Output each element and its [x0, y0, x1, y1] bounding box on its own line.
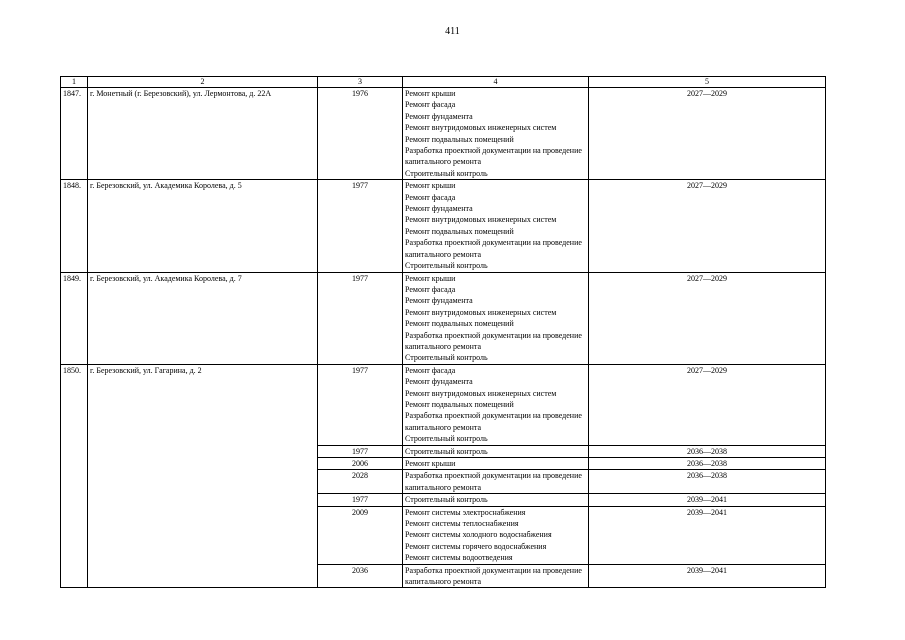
works-list — [405, 180, 586, 271]
works-list — [405, 458, 586, 469]
period-cell: 2027—2029 — [589, 180, 826, 272]
period-cell: 2027—2029 — [589, 364, 826, 445]
work-item: Ремонт подвальных помещений — [405, 134, 514, 144]
column-header: 1 — [61, 77, 88, 88]
column-header: 5 — [589, 77, 826, 88]
works-cell — [403, 364, 589, 445]
work-item: Ремонт подвальных помещений — [405, 319, 514, 329]
year-cell: 1977 — [318, 494, 403, 506]
year-cell: 1977 — [318, 445, 403, 457]
year-cell: 1977 — [318, 180, 403, 272]
year-cell: 2006 — [318, 458, 403, 470]
works-cell — [403, 506, 589, 564]
work-item: Ремонт подвальных помещений — [405, 399, 514, 409]
work-item: Строительный контроль — [405, 168, 488, 178]
works-list — [405, 470, 586, 493]
row-number: 1848. — [61, 180, 88, 272]
work-item: Разработка проектной документации на проведение капитального ремонта — [405, 146, 582, 167]
period-cell: 2036—2038 — [589, 470, 826, 494]
work-item: Ремонт внутридомовых инженерных систем — [405, 388, 557, 398]
column-header: 2 — [88, 77, 318, 88]
work-item: Ремонт крыши — [405, 89, 456, 98]
work-item: Ремонт системы горячего водоснабжения — [405, 541, 547, 551]
works-cell — [403, 564, 589, 588]
works-list — [405, 365, 586, 445]
works-cell — [403, 445, 589, 457]
table-row — [61, 180, 826, 272]
work-item: Ремонт системы водоотведения — [405, 553, 513, 563]
works-list — [405, 88, 586, 179]
year-cell: 1976 — [318, 88, 403, 180]
work-item: Строительный контроль — [405, 353, 488, 363]
period-cell: 2039—2041 — [589, 494, 826, 506]
building-address: г. Монетный (г. Березовский), ул. Лермонтова, д. 22А — [88, 88, 318, 180]
work-item: Ремонт фасада — [405, 284, 456, 294]
works-cell — [403, 272, 589, 364]
year-cell: 2009 — [318, 506, 403, 564]
work-item: Разработка проектной документации на проведение капитального ремонта — [405, 565, 582, 587]
building-address: г. Березовский, ул. Академика Королева, д. 5 — [88, 180, 318, 272]
work-item: Ремонт системы холодного водоснабжения — [405, 530, 552, 540]
works-list — [405, 494, 586, 505]
work-item: Ремонт фундамента — [405, 296, 473, 306]
year-cell: 2028 — [318, 470, 403, 494]
building-address: г. Березовский, ул. Гагарина, д. 2 — [88, 364, 318, 588]
works-cell — [403, 180, 589, 272]
period-cell: 2036—2038 — [589, 458, 826, 470]
work-item: Строительный контроль — [405, 434, 488, 444]
work-item: Разработка проектной документации на проведение капитального ремонта — [405, 471, 582, 492]
work-item: Ремонт крыши — [405, 181, 456, 191]
work-item: Ремонт фундамента — [405, 111, 473, 121]
table-row — [61, 272, 826, 364]
works-list — [405, 273, 586, 364]
work-item: Ремонт внутридомовых инженерных систем — [405, 215, 557, 225]
work-item: Ремонт крыши — [405, 459, 456, 468]
column-number-row — [61, 77, 826, 88]
work-item: Строительный контроль — [405, 446, 488, 456]
works-list — [405, 565, 586, 588]
works-cell — [403, 458, 589, 470]
year-cell: 1977 — [318, 364, 403, 445]
row-number: 1850. — [61, 364, 88, 588]
work-item: Ремонт фасада — [405, 192, 456, 202]
work-item: Ремонт крыши — [405, 273, 456, 283]
capital-repair-table — [60, 76, 826, 588]
row-number: 1849. — [61, 272, 88, 364]
period-cell: 2039—2041 — [589, 506, 826, 564]
work-item: Строительный контроль — [405, 495, 488, 505]
year-cell: 2036 — [318, 564, 403, 588]
work-item: Ремонт фасада — [405, 365, 456, 375]
period-cell: 2027—2029 — [589, 272, 826, 364]
work-item: Разработка проектной документации на проведение капитального ремонта — [405, 330, 582, 351]
table-row — [61, 88, 826, 180]
work-item: Ремонт фундамента — [405, 204, 473, 214]
work-item: Ремонт фасада — [405, 100, 456, 110]
work-item: Ремонт фундамента — [405, 377, 473, 387]
year-cell: 1977 — [318, 272, 403, 364]
work-item: Ремонт внутридомовых инженерных систем — [405, 123, 557, 133]
row-number: 1847. — [61, 88, 88, 180]
work-item: Ремонт системы теплоснабжения — [405, 519, 519, 529]
page-number: 411 — [445, 26, 460, 37]
building-address: г. Березовский, ул. Академика Королева, д. 7 — [88, 272, 318, 364]
work-item: Ремонт внутридомовых инженерных систем — [405, 307, 557, 317]
works-list — [405, 507, 586, 564]
table-row — [61, 364, 826, 445]
works-list — [405, 446, 586, 457]
work-item: Ремонт подвальных помещений — [405, 226, 514, 236]
work-item: Строительный контроль — [405, 261, 488, 271]
works-cell — [403, 470, 589, 494]
period-cell: 2039—2041 — [589, 564, 826, 588]
works-cell — [403, 494, 589, 506]
works-cell — [403, 88, 589, 180]
period-cell: 2027—2029 — [589, 88, 826, 180]
table-body — [61, 88, 826, 588]
column-header: 3 — [318, 77, 403, 88]
work-item: Разработка проектной документации на проведение капитального ремонта — [405, 238, 582, 259]
column-header: 4 — [403, 77, 589, 88]
period-cell: 2036—2038 — [589, 445, 826, 457]
work-item: Ремонт системы электроснабжения — [405, 507, 526, 517]
work-item: Разработка проектной документации на проведение капитального ремонта — [405, 411, 582, 432]
